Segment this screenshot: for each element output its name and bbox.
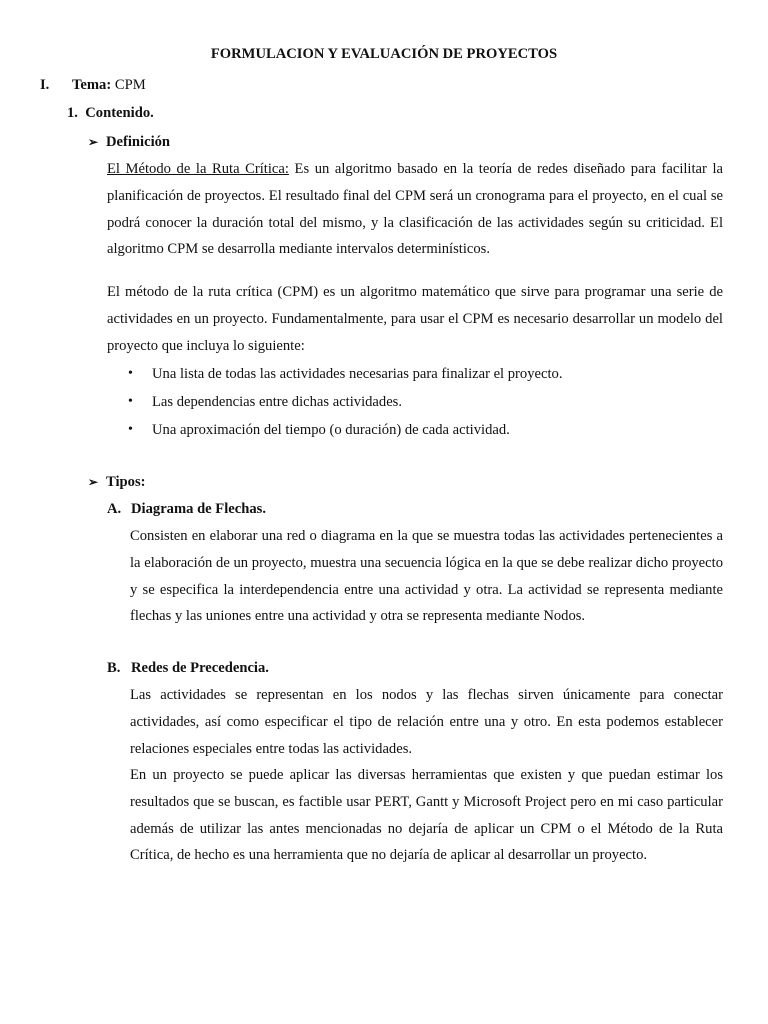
tipo-a-heading [107,501,266,518]
tipo-a-title: Diagrama de Flechas. [131,501,266,517]
cpm-paragraph-text: El método de la ruta crítica (CPM) es un algoritmo matemático que sirve para programar una serie de actividades en un proyecto. Fundamentalmente, para usar el CPM es necesario desarrollar un modelo del proyecto que incluya lo siguiente: [107,284,723,354]
definicion-heading-label: Definición [106,134,171,150]
tipo-b-letter: B. [107,660,121,676]
tipo-b-heading [107,660,269,677]
cpm-paragraph [107,279,723,359]
tipo-a-letter: A. [107,501,122,517]
tipo-b-title: Redes de Precedencia. [131,660,269,676]
definicion-paragraph [107,156,723,263]
document-title: FORMULACION Y EVALUACIÓN DE PROYECTOS [210,46,558,62]
tipos-heading [88,474,145,491]
definicion-heading [88,134,170,151]
list-item: • Las dependencias entre dichas actividades. [128,388,562,416]
subsection-heading [67,105,154,122]
arrow-bullet-icon: ➢ [88,135,99,149]
subsection-title: Contenido. [85,105,154,121]
tipos-heading-label: Tipos: [106,474,146,490]
tipo-b-paragraph [130,682,723,762]
tipo-b-text: Las actividades se representan en los nodos y las flechas sirven únicamente para conectar actividades, así como especificar el tipo de relación entre una y otro. En esta podemos establecer relaciones especiales entre todas las actividades. [130,687,723,757]
arrow-bullet-icon: ➢ [88,475,99,489]
definicion-text: Es un algoritmo basado en la teoría de redes diseñado para facilitar la planificación de proyectos. El resultado final del CPM será un cronograma para el proyecto, en el cual se podrá conocer la duración total del mismo, y la clasificación de las actividades según su criticidad. El algoritmo CPM se desarrolla mediante intervalos determinísticos. [107,161,723,258]
tema-label: Tema: [72,77,112,93]
definicion-term: El Método de la Ruta Crítica: [107,161,289,177]
subsection-number: 1. [67,105,78,121]
tema-value: CPM [114,77,146,93]
list-item: • Una lista de todas las actividades necesarias para finalizar el proyecto. [128,360,562,388]
tipo-a-text: Consisten en elaborar una red o diagrama en la que se muestra todas las actividades pertenecientes a la elaboración de un proyecto, muestra una secuencia lógica en la que se debe realizar dicho proyecto y se especifica la interdependencia entre una actividad y otra. La actividad se representa mediante flechas y las uniones entre una actividad y otra se representa mediante Nodos. [130,528,723,625]
conclusion-paragraph [130,762,723,869]
tema-line [72,77,146,94]
tipo-a-paragraph [130,523,723,630]
section-numeral: I. [40,77,50,93]
list-item: • Una aproximación del tiempo (o duración) de cada actividad. [128,416,562,444]
requirements-list [128,360,562,444]
conclusion-text: En un proyecto se puede aplicar las diversas herramientas que existen y que puedan estimar los resultados que se buscan, es factible usar PERT, Gantt y Microsoft Project pero en mi caso particular además de utilizar las antes mencionadas no dejaría de aplicar un CPM o el Método de la Ruta Crítica, de hecho es una herramienta que no dejaría de aplicar al desarrollar un proyecto. [130,767,723,864]
